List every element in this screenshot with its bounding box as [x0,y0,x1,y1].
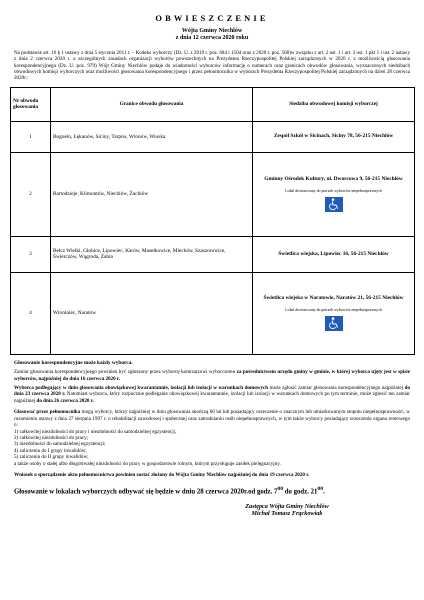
commission-location: Zespół Szkół w Sicinach, Siciny 78, 56-215 Niechlów [273,133,394,140]
district-boundaries: Wroniniec, Naratów [51,272,253,354]
commission-location-cell [253,236,415,272]
correspondence-section [14,360,410,479]
superscript: 00 [317,486,324,493]
list-item: 5) zaliczeniu do II grupy inwalidów; [14,454,89,461]
commission-location: Świetlica wiejska w Naratowie, Naratów 21, 56-215 Niechlów [263,294,404,301]
commission-location-cell [253,121,415,152]
correspondence-heading: Głosowanie korespondencyjne może każdy wyborca. [14,359,133,366]
text-span: może zgłosić zamiar głosowania korespondencyjnego najpóźniej [268,385,405,392]
text-span: mogą wyborcy, którzy najpóźniej w dniu głosowania skończą 60 lat lub posiadający orzeczenie o znacznym lub umiarkowanym stopniu niepełnosprawności, w rozumieniu ustawy z dnia 27 sierpnia 1997 r. o rehabilitacji zawodowej i społecznej oraz zatrudnianiu osób niepełnosprawnych, w tym także wyborcy posiadający orzeczenie organu rentowego o: [14,409,410,429]
text-span: do godz. 21 [283,488,318,496]
intro-paragraph: Na podstawie art. 16 § 1 ustawy z dnia 5 stycznia 2011 r. – Kodeks wyborczy (Dz. U. z 2019 r. poz. 684 i 1504 oraz z 2020 r. poz. 568)w związku z art. 2 ust. 1 i art. 3 ust. 1 pkt 1 i ust. 2 ustawy z dnia 2 czerwca 2020 r. o szczególnych zasadach organizacji wyborów powszechnych na Prezydenta Rzeczypospolitej Polskiej zarządzonych w 2020 r. z możliwością głosowania korespondencyjnego (Dz. U. poz. 979) Wójt Gminy Niechlów podaje do wiadomości wyborców informację o numerach oraz granicach obwodów głosowania, wyznaczonych siedzibach obwodowych komisji wyborczych oraz możliwości głosowania korespondencyjnego i przez pełnomocnika w wyborach Prezydenta Rzeczypospolitej Polskiej zarządzonych na dzień 28 czerwca 2020r.: [14,49,410,82]
table-row [11,236,415,272]
deadline-text: do dnia 23 czerwca 2020 r. [14,385,410,398]
list-item: 4) zaliczeniu do I grupy inwalidów; [14,447,87,454]
list-item: 2) całkowitej niezdolności do pracy; [14,434,89,441]
accessibility-note: Lokal dostosowany do potrzeb wyborców niepełnosprawnych [285,188,382,193]
district-number: 1 [11,121,51,152]
quarantine-lead: Wyborca podlegający w dniu głosowania obowiązkowej kwarantannie, izolacji lub izolacji w warunkach domowych [14,385,269,392]
signature-role: Zastępca Wójta Gminy Niechlów [245,502,329,510]
quarantine-paragraph [14,385,410,404]
commission-location: Świetlica wiejska, Lipowiec 16, 56-215 Niechlów [278,250,389,257]
voting-hours [14,485,410,496]
district-boundaries: Boguein, Łękanów, Siciny, Tarpno, Wronów, Wioska [51,121,253,152]
commission-location-cell [253,152,415,236]
signature-name: Michał Tomasz Frąckowiak [251,510,323,518]
date-line: z dnia 12 czerwca 2020 roku [175,35,249,42]
table-row [11,272,415,354]
wheelchair-icon [325,316,343,331]
table-header-row [11,87,415,121]
list-item: 1) całkowitej niezdolności do pracy i niezdolności do samodzielnej egzystencji, [14,428,177,435]
district-number: 4 [11,272,51,354]
proxy-closing: a także osoby o stałej albo długotrwałej niezdolności do pracy w gospodarstwie rolnym, którym przysługuje zasiłek pielęgnacyjny. [14,460,281,467]
commission-location: Gminny Ośrodek Kultury, ul. Dworcowa 9, 56-215 Niechlów [264,175,403,182]
district-boundaries: Bartodzieje, Klimontów, Niechlów, Żuchlów [51,152,253,236]
district-number: 2 [11,152,51,236]
text-span: . [323,488,325,496]
column-header-boundaries: Granice obwodu głosowania [51,87,253,121]
district-boundaries: Bełcz Wielki, Głobice, Lipowiec, Karów, Masełkowice, Miechów, Szaszorowice, Świerczów, Wągroda, Żabin [51,236,253,272]
commission-location-cell [253,272,415,354]
wheelchair-icon [325,197,343,212]
proxy-paragraph [14,409,410,428]
districts-table [10,87,415,355]
signature-block [10,503,414,518]
list-item: 3) niezdolności do samodzielnej egzystencji; [14,441,106,448]
table-row [11,152,415,236]
proxy-lead: Głosować przez pełnomocnika [14,409,81,416]
text-span: Natomiast wyborca, który rozpocznie podleganie obowiązkowej kwarantannie, izolacji lub izolacji w warunkach domowych po tym terminie, może zgłosić ten zamiar najpóźniej [14,391,410,404]
proxy-list [14,429,410,461]
deadline-text: do dnia 26 czerwca 2020 r. [36,397,94,404]
correspondence-paragraph [14,369,410,382]
column-header-number: Nr obwodu głosowania [11,87,51,121]
superscript: 00 [277,486,284,493]
text-span: Głosowanie w lokalach wyborczych odbywać się będzie w dniu 28 czerwca 2020r.od godz. 7 [14,488,278,496]
deadline-text: za pośrednictwem urzędu gminy w gminie, w której wyborca ujęty jest w spisie wyborców, najpóźniej do dnia 16 czerwca 2020 r. [14,369,410,382]
column-header-location: Siedziba obwodowej komisji wyborczej [253,87,415,121]
district-number: 3 [11,236,51,272]
accessibility-note: Lokal dostosowany do potrzeb wyborców niepełnosprawnych [285,307,382,312]
table-row [11,121,415,152]
proxy-deadline: Wniosek o sporządzenie aktu pełnomocnictwa powinien zostać złożony do Wójta Gminy Niechlów najpóźniej do dnia 19 czerwca 2020 r. [14,471,310,478]
text-span: Zamiar głosowania korespondencyjnego powinien być zgłoszony przez wyborcę komisarzowi wyborczemu [14,369,237,376]
issuer-line: Wójta Gminy Niechlów [181,28,243,34]
page-title: OBWIESZCZENIE [155,14,269,23]
